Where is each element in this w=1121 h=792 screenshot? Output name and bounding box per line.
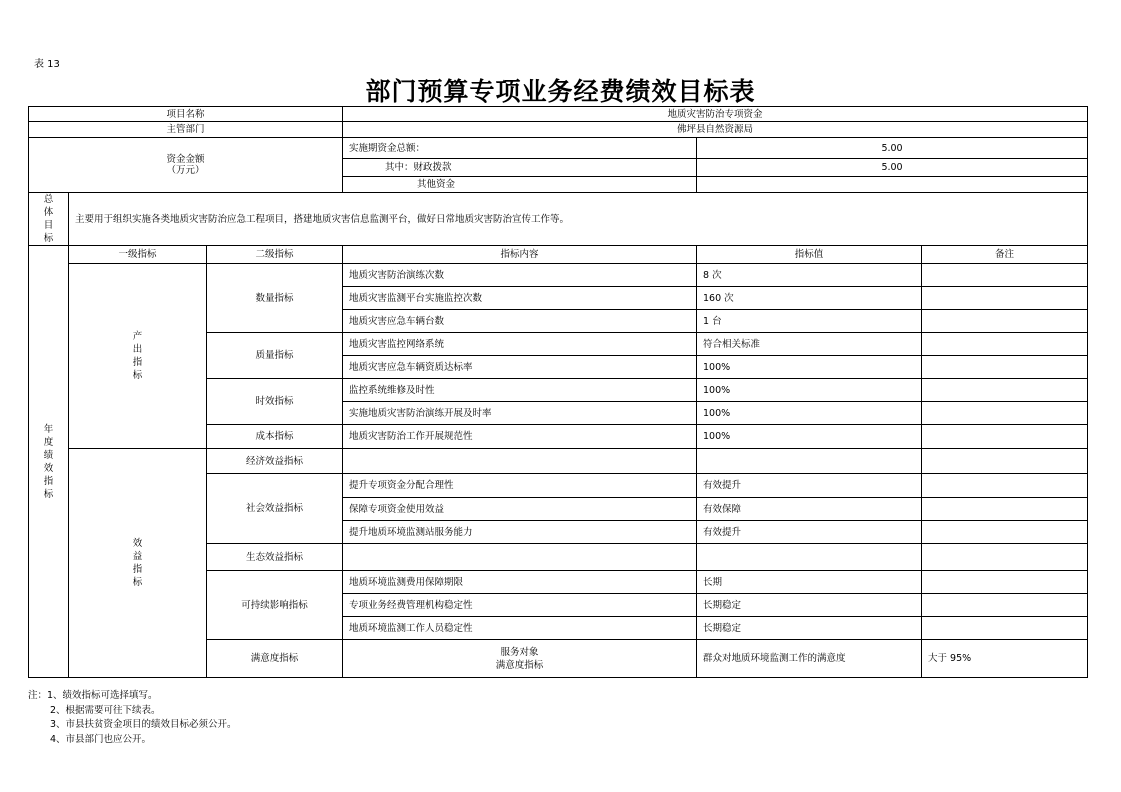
- indicator-content: 地质环境监测工作人员稳定性: [343, 617, 697, 640]
- funds-other-value: [697, 177, 1088, 193]
- department-row: [29, 122, 1088, 138]
- indicator-content: 地质灾害监测平台实施监控次数: [343, 287, 697, 310]
- indicator-value: 100%: [697, 402, 922, 425]
- funds-label: [29, 138, 343, 193]
- footnote-1: 注：1、绩效指标可选择填写。: [28, 690, 158, 701]
- indicator-content: 地质灾害应急车辆台数: [343, 310, 697, 333]
- indicator-value: 长期: [697, 571, 922, 594]
- ecological-indicators-label: 生态效益指标: [207, 544, 343, 571]
- indicator-content: 地质环境监测费用保障期限: [343, 571, 697, 594]
- project-name-row: [29, 107, 1088, 122]
- footnotes: [28, 689, 237, 747]
- indicator-note: [922, 594, 1088, 617]
- performance-table: [28, 106, 1088, 678]
- project-name-value: 地质灾害防治专项资金: [343, 107, 1088, 122]
- indicator-note: [922, 287, 1088, 310]
- table-row: [29, 449, 1088, 474]
- indicator-value: 有效提升: [697, 474, 922, 498]
- indicator-note: [922, 521, 1088, 544]
- benefit-indicators-label: 效益指标: [69, 449, 207, 678]
- indicator-value: 符合相关标准: [697, 333, 922, 356]
- indicator-header-row: [29, 246, 1088, 264]
- indicator-content: [343, 449, 697, 474]
- indicator-value: 100%: [697, 379, 922, 402]
- page-title: 部门预算专项业务经费绩效目标表: [365, 77, 756, 106]
- indicator-value: 160 次: [697, 287, 922, 310]
- service-satisfaction-label: [343, 640, 697, 678]
- economic-indicators-label: 经济效益指标: [207, 449, 343, 474]
- indicator-note: [922, 474, 1088, 498]
- indicator-note: [922, 356, 1088, 379]
- indicator-value: 1 台: [697, 310, 922, 333]
- goal-text: 主要用于组织实施各类地质灾害防治应急工程项目，搭建地质灾害信息监测平台，做好日常地质灾害防治宣传工作等。: [69, 193, 1088, 246]
- indicator-value: 8 次: [697, 264, 922, 287]
- header-level2: 二级指标: [207, 246, 343, 264]
- indicator-note: [922, 264, 1088, 287]
- funds-total-label: 实施期资金总额：: [343, 138, 697, 159]
- funds-other-label: 其他资金: [343, 177, 697, 193]
- indicator-content: 地质灾害应急车辆资质达标率: [343, 356, 697, 379]
- indicator-value: 有效保障: [697, 498, 922, 521]
- service-satisfaction-line1: 服务对象: [500, 646, 539, 658]
- indicator-note: [922, 571, 1088, 594]
- indicator-note: [922, 544, 1088, 571]
- funds-fiscal-value: 5.00: [697, 159, 1088, 177]
- department-label: 主管部门: [29, 122, 343, 138]
- project-name-label: 项目名称: [29, 107, 343, 122]
- satisfaction-indicators-label: 满意度指标: [207, 640, 343, 678]
- indicator-value: 大于 95%: [922, 640, 1088, 678]
- indicator-note: [922, 425, 1088, 449]
- indicator-content: [343, 544, 697, 571]
- footnote-2: 2、根据需要可往下续表。: [50, 704, 161, 716]
- social-indicators-label: 社会效益指标: [207, 474, 343, 544]
- indicator-note: [922, 333, 1088, 356]
- indicator-content: 监控系统维修及时性: [343, 379, 697, 402]
- indicator-note: [922, 617, 1088, 640]
- footnote-4: 4、市县部门也应公开。: [50, 733, 152, 745]
- header-note: 备注: [922, 246, 1088, 264]
- quality-indicators-label: 质量指标: [207, 333, 343, 379]
- indicator-content: 提升地质环境监测站服务能力: [343, 521, 697, 544]
- header-content: 指标内容: [343, 246, 697, 264]
- indicator-note: [922, 402, 1088, 425]
- indicator-content: 提升专项资金分配合理性: [343, 474, 697, 498]
- indicator-content: 专项业务经费管理机构稳定性: [343, 594, 697, 617]
- indicator-content: 保障专项资金使用效益: [343, 498, 697, 521]
- indicator-value: [697, 544, 922, 571]
- goal-row: [29, 193, 1088, 246]
- funds-total-value: 5.00: [697, 138, 1088, 159]
- indicator-content: 地质灾害防治演练次数: [343, 264, 697, 287]
- timeliness-indicators-label: 时效指标: [207, 379, 343, 425]
- funds-label-line2: （万元）: [166, 165, 205, 176]
- indicator-note: [922, 310, 1088, 333]
- indicator-note: [922, 449, 1088, 474]
- indicator-value: 100%: [697, 425, 922, 449]
- funds-fiscal-label: 其中：财政拨款: [343, 159, 697, 177]
- indicator-value: 长期稳定: [697, 594, 922, 617]
- goal-label: 总体目标: [29, 193, 69, 246]
- header-level1: 一级指标: [69, 246, 207, 264]
- sustainable-indicators-label: 可持续影响指标: [207, 571, 343, 640]
- indicator-content: 地质灾害监控网络系统: [343, 333, 697, 356]
- funds-total-row: [29, 138, 1088, 159]
- indicator-content: 实施地质灾害防治演练开展及时率: [343, 402, 697, 425]
- funds-label-line1: 资金金额: [166, 154, 205, 165]
- table-row: [29, 264, 1088, 287]
- indicator-content: 地质灾害防治工作开展规范性: [343, 425, 697, 449]
- indicator-note: [922, 498, 1088, 521]
- header-value: 指标值: [697, 246, 922, 264]
- table-number: 表 13: [34, 59, 60, 70]
- indicator-note: [922, 379, 1088, 402]
- indicator-value: [697, 449, 922, 474]
- service-satisfaction-line2: 满意度指标: [495, 659, 544, 671]
- indicator-value: 有效提升: [697, 521, 922, 544]
- indicator-value: 100%: [697, 356, 922, 379]
- annual-indicators-label: 年度绩效指标: [29, 246, 69, 678]
- cost-indicators-label: 成本指标: [207, 425, 343, 449]
- quantity-indicators-label: 数量指标: [207, 264, 343, 333]
- department-value: 佛坪县自然资源局: [343, 122, 1088, 138]
- footnote-3: 3、市县扶贫资金项目的绩效目标必须公开。: [50, 719, 237, 730]
- indicator-content: 群众对地质环境监测工作的满意度: [697, 640, 922, 678]
- output-indicators-label: 产出指标: [69, 264, 207, 449]
- indicator-value: 长期稳定: [697, 617, 922, 640]
